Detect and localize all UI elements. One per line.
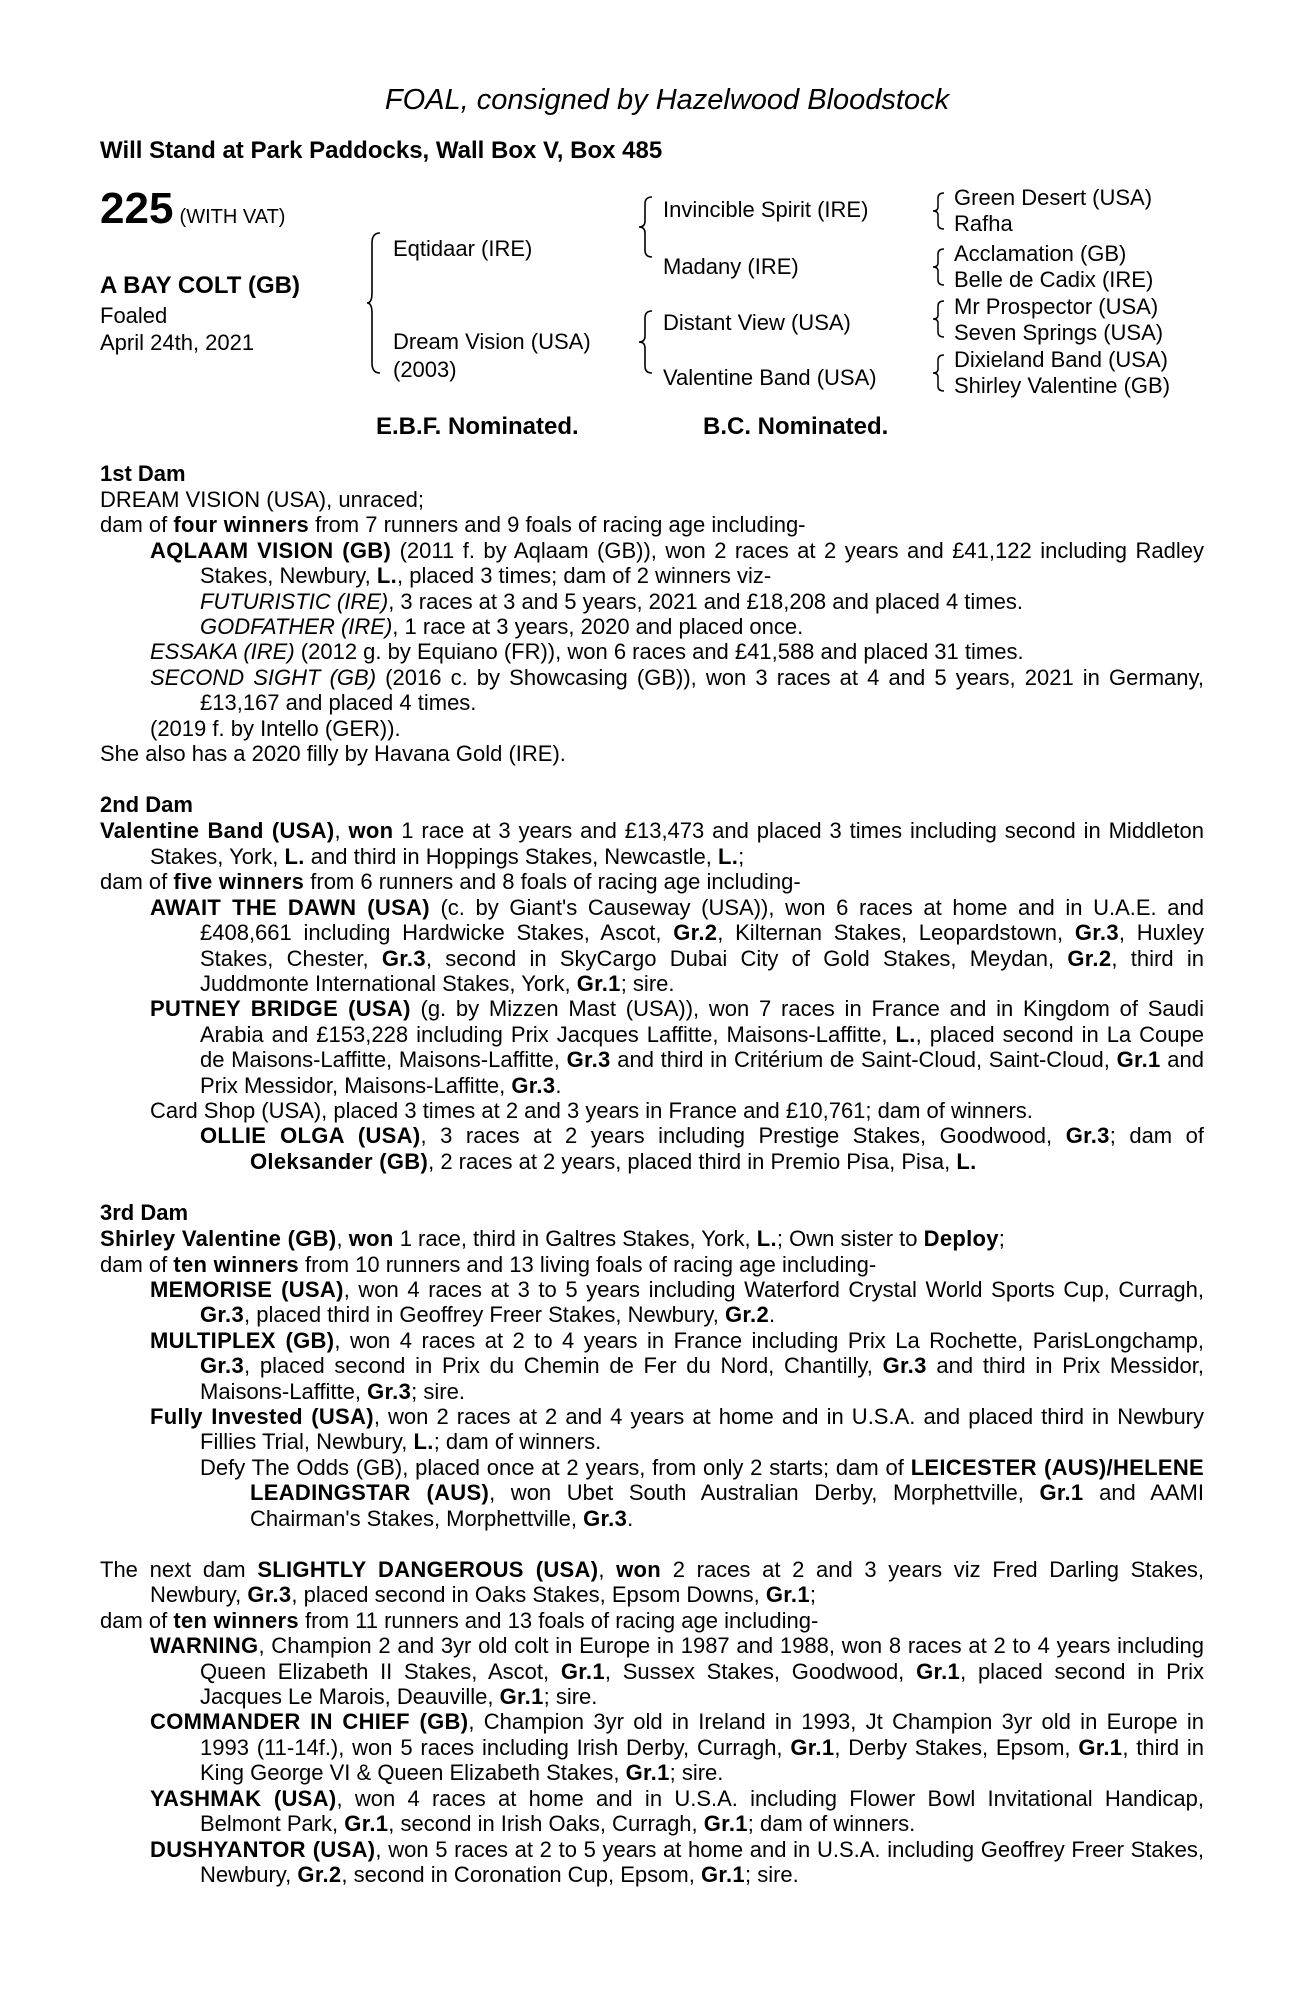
pedigree-gg-4: Belle de Cadix (IRE) bbox=[954, 267, 1154, 292]
pedigree-gg-3: Acclamation (GB) bbox=[954, 241, 1127, 266]
foaled-label: Foaled bbox=[100, 303, 168, 328]
next-dam-produce: WARNING, Champion 2 and 3yr old colt in Europe in 1987 and 1988, won 8 races at 2 to 4 years including Queen Elizabeth II Stakes, Ascot, Gr.1, Sussex Stakes, Goodwood, Gr.1, placed second in Prix Jacques Le Marois, Deauville, Gr.1; sire. bbox=[150, 1633, 1204, 1710]
lot-vat: (WITH VAT) bbox=[179, 206, 286, 228]
second-dam-produce: Card Shop (USA), placed 3 times at 2 and 3 years in France and £10,761; dam of winners. bbox=[150, 1097, 1033, 1123]
consignor-line: FOAL, consigned by Hazelwood Bloodstock bbox=[384, 84, 950, 116]
first-dam-produce: (2019 f. by Intello (GER)). bbox=[150, 715, 401, 741]
second-dam-section bbox=[100, 792, 1204, 1174]
second-dam-produce: OLLIE OLGA (USA), 3 races at 2 years including Prestige Stakes, Goodwood, Gr.3; dam of Oleksander (GB), 2 races at 2 years, placed third in Premio Pisa, Pisa, L. bbox=[200, 1123, 1205, 1174]
pedigree-sire: Eqtidaar (IRE) bbox=[393, 236, 533, 261]
lot-number: 225 bbox=[100, 184, 174, 233]
first-dam-produce: FUTURISTIC (IRE), 3 races at 3 and 5 years, 2021 and £18,208 and placed 4 times. bbox=[200, 588, 1023, 614]
first-dam-produce: SECOND SIGHT (GB) (2016 c. by Showcasing (GB)), won 3 races at 4 and 5 years, 2021 in Germany, £13,167 and placed 4 times. bbox=[150, 664, 1204, 716]
next-dam-line: dam of ten winners from 11 runners and 13 foals of racing age including- bbox=[100, 1607, 819, 1633]
lot-description: A BAY COLT (GB) bbox=[100, 272, 301, 299]
pedigree-brace bbox=[932, 191, 946, 231]
third-dam-heading: 3rd Dam bbox=[100, 1200, 189, 1226]
pedigree-block bbox=[100, 184, 1204, 440]
bc-nominated: B.C. Nominated. bbox=[703, 413, 889, 440]
third-dam-section bbox=[100, 1200, 1204, 1531]
third-dam-line: Shirley Valentine (GB), won 1 race, third in Galtres Stakes, York, L.; Own sister to Deploy; bbox=[100, 1226, 1005, 1252]
pedigree-gg-1: Green Desert (USA) bbox=[954, 185, 1153, 210]
pedigree-dam-dam: Valentine Band (USA) bbox=[663, 365, 877, 390]
first-dam-produce: GODFATHER (IRE), 1 race at 3 years, 2020 and placed once. bbox=[200, 614, 804, 640]
third-dam-produce: Fully Invested (USA), won 2 races at 2 and 4 years at home and in U.S.A. and placed third in Newbury Fillies Trial, Newbury, L.; dam of winners. bbox=[150, 1404, 1205, 1455]
first-dam-produce: ESSAKA (IRE) (2012 g. by Equiano (FR)), won 6 races and £41,588 and placed 31 times. bbox=[150, 639, 1024, 665]
second-dam-heading: 2nd Dam bbox=[100, 792, 193, 818]
pedigree-brace bbox=[638, 195, 654, 259]
pedigree-gg-7: Dixieland Band (USA) bbox=[954, 347, 1168, 372]
pedigree-dam-sire: Distant View (USA) bbox=[663, 310, 851, 335]
pedigree-brace bbox=[932, 353, 946, 393]
pedigree-brace bbox=[932, 299, 946, 339]
lot-heading bbox=[100, 185, 285, 233]
foaled-date: April 24th, 2021 bbox=[100, 330, 255, 355]
pedigree-sire-dam: Madany (IRE) bbox=[663, 254, 799, 279]
next-dam-produce: COMMANDER IN CHIEF (GB), Champion 3yr old in Ireland in 1993, Jt Champion 3yr old in Europe in 1993 (11-14f.), won 5 races including Irish Derby, Curragh, Gr.1, Derby Stakes, Epsom, Gr.1, third in King George VI & Queen Elizabeth Stakes, Gr.1; sire. bbox=[150, 1709, 1204, 1786]
pedigree-brace bbox=[366, 231, 382, 375]
second-dam-produce: AWAIT THE DAWN (USA) (c. by Giant's Causeway (USA)), won 6 races at home and in U.A.E. and £408,661 including Hardwicke Stakes, Ascot, Gr.2, Kilternan Stakes, Leopardstown, Gr.3, Huxley Stakes, Chester, Gr.3, second in SkyCargo Dubai City of Gold Stakes, Meydan, Gr.2, third in Juddmonte International Stakes, York, Gr.1; sire. bbox=[150, 894, 1204, 996]
third-dam-produce: MULTIPLEX (GB), won 4 races at 2 to 4 years in France including Prix La Rochette, ParisLongchamp, Gr.3, placed second in Prix du Chemin de Fer du Nord, Chantilly, Gr.3 and third in Prix Messidor, Maisons-Laffitte, Gr.3; sire. bbox=[150, 1327, 1204, 1404]
pedigree-brace bbox=[638, 309, 654, 375]
first-dam-section bbox=[100, 461, 1204, 766]
pedigree-sire-sire: Invincible Spirit (IRE) bbox=[663, 197, 869, 222]
pedigree-brace bbox=[932, 247, 946, 287]
third-dam-produce: MEMORISE (USA), won 4 races at 3 to 5 years including Waterford Crystal World Sports Cup, Curragh, Gr.3, placed third in Geoffrey Freer Stakes, Newbury, Gr.2. bbox=[150, 1276, 1205, 1328]
pedigree-gg-8: Shirley Valentine (GB) bbox=[954, 373, 1171, 398]
next-dam-section bbox=[100, 1557, 1204, 1887]
ebf-nominated: E.B.F. Nominated. bbox=[376, 413, 579, 440]
third-dam-produce: Defy The Odds (GB), placed once at 2 years, from only 2 starts; dam of LEICESTER (AUS)/HELENE LEADINGSTAR (AUS), won Ubet South Australian Derby, Morphettville, Gr.1 and AAMI Chairman's Stakes, Morphettville, Gr.3. bbox=[200, 1454, 1205, 1531]
pedigree-gg-2: Rafha bbox=[954, 211, 1013, 236]
next-dam-line: The next dam SLIGHTLY DANGEROUS (USA), won 2 races at 2 and 3 years viz Fred Darling Stakes, Newbury, Gr.3, placed second in Oaks Stakes, Epsom Downs, Gr.1; bbox=[100, 1557, 1204, 1608]
pedigree-gg-6: Seven Springs (USA) bbox=[954, 320, 1164, 345]
first-dam-line: DREAM VISION (USA), unraced; bbox=[100, 487, 424, 512]
pedigree-gg-5: Mr Prospector (USA) bbox=[954, 294, 1159, 319]
catalogue-page bbox=[100, 80, 1204, 1887]
first-dam-produce: AQLAAM VISION (GB) (2011 f. by Aqlaam (GB)), won 2 races at 2 years and £41,122 including Radley Stakes, Newbury, L., placed 3 times; dam of 2 winners viz- bbox=[150, 537, 1204, 589]
next-dam-produce: YASHMAK (USA), won 4 races at home and in U.S.A. including Flower Bowl Invitational Handicap, Belmont Park, Gr.1, second in Irish Oaks, Curragh, Gr.1; dam of winners. bbox=[150, 1785, 1204, 1837]
second-dam-produce: PUTNEY BRIDGE (USA) (g. by Mizzen Mast (USA)), won 7 races in France and in Kingdom of Saudi Arabia and £153,228 including Prix Jacques Laffitte, Maisons-Laffitte, L., placed second in La Coupe de Maisons-Laffitte, Maisons-Laffitte, Gr.3 and third in Critérium de Saint-Cloud, Saint-Cloud, Gr.1 and Prix Messidor, Maisons-Laffitte, Gr.3. bbox=[150, 996, 1204, 1098]
first-dam-line: She also has a 2020 filly by Havana Gold (IRE). bbox=[100, 741, 566, 767]
second-dam-line: Valentine Band (USA), won 1 race at 3 years and £13,473 and placed 3 times including second in Middleton Stakes, York, L. and third in Hoppings Stakes, Newcastle, L.; bbox=[100, 818, 1204, 869]
first-dam-line: dam of four winners from 7 runners and 9 foals of racing age including- bbox=[100, 512, 806, 538]
pedigree-dam: Dream Vision (USA) bbox=[393, 329, 591, 354]
next-dam-produce: DUSHYANTOR (USA), won 5 races at 2 to 5 years at home and in U.S.A. including Geoffrey Freer Stakes, Newbury, Gr.2, second in Coronation Cup, Epsom, Gr.1; sire. bbox=[150, 1836, 1204, 1887]
second-dam-line: dam of five winners from 6 runners and 8 foals of racing age including- bbox=[100, 869, 801, 895]
third-dam-line: dam of ten winners from 10 runners and 13 living foals of racing age including- bbox=[100, 1251, 877, 1277]
stabling-line: Will Stand at Park Paddocks, Wall Box V, Box 485 bbox=[100, 137, 663, 164]
pedigree-dam-year: (2003) bbox=[393, 357, 457, 382]
first-dam-heading: 1st Dam bbox=[100, 461, 186, 486]
